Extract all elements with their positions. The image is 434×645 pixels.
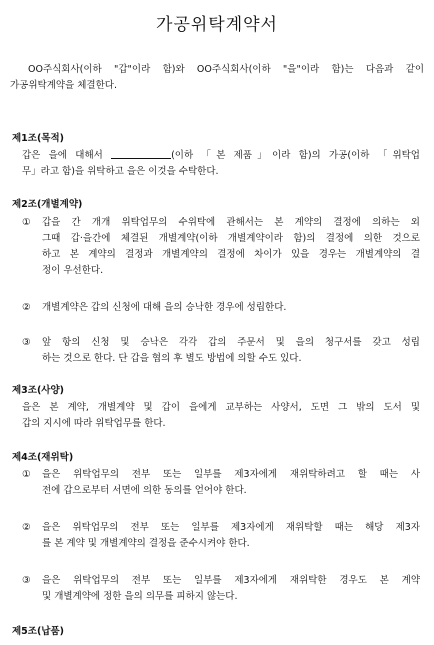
article-1-line-1-pre: 갑은 을에 대해서 [22, 150, 103, 161]
item-text [42, 573, 420, 605]
article-1-line-2: 무」라고 함)을 위탁하고 을은 이것을 수탁한다. [22, 166, 219, 177]
item-line: 정이 우선한다. [42, 265, 104, 276]
article-4-item-3 [22, 573, 420, 605]
intro-line-1: OO주식회사(이하 "갑"이라 함)와 OO주식회사(이하 "을"이라 함)는 다음과 같이 [28, 64, 424, 75]
article-4-item-2 [22, 520, 420, 552]
item-number: ② [22, 522, 31, 533]
article-2-item-3 [22, 335, 420, 367]
article-1-heading: 제1조(목적) [12, 133, 65, 144]
article-2-heading: 제2조(개별계약) [12, 199, 83, 210]
item-text [42, 215, 420, 279]
item-line: 앞 항의 신청 및 승낙은 각각 갑의 주문서 및 을의 청구서를 갖고 성립 [42, 337, 420, 348]
item-line: 을은 위탁업무의 전부 또는 일부를 제3자에게 재위탁하려고 할 때는 사 [42, 469, 420, 480]
article-4-heading: 제4조(재위탁) [12, 452, 74, 463]
item-number: ③ [22, 575, 31, 586]
item-number: ② [22, 302, 31, 313]
article-3-heading: 제3조(사양) [12, 385, 65, 396]
article-3-line-1: 을은 본 계약, 개별계약 및 갑이 을에게 교부하는 사양서, 도면 그 밖의 도서 및 [22, 402, 420, 413]
document-title: 가공위탁계약서 [156, 15, 278, 35]
blank-line [111, 148, 171, 159]
item-line: 하고 본 계약의 결정과 개별계약의 결정에 차이가 있을 경우는 개별계약의 결 [42, 249, 420, 260]
item-line: 갑을 간 개개 위탁업무의 수위탁에 관해서는 본 계약의 결정에 의하는 외 [42, 217, 420, 228]
intro-paragraph [10, 62, 424, 94]
item-line: 하는 것으로 한다. 단 갑을 협의 후 별도 방법에 의할 수도 있다. [42, 353, 302, 364]
item-text [42, 467, 420, 499]
article-3-body [22, 400, 420, 432]
item-text [42, 300, 420, 316]
article-5-heading: 제5조(납품) [12, 626, 65, 637]
article-2-item-2 [22, 300, 420, 316]
item-line: 전에 갑으로부터 서면에 의한 동의를 얻어야 한다. [42, 485, 247, 496]
article-1-line-1-post: (이하 「본 제품」이라 함)의 가공(이하 「위탁업 [171, 150, 420, 161]
item-line: 그때 갑·을간에 체결된 개별계약(이하 개별계약이라 함)의 결정에 의한 것으로 [42, 233, 420, 244]
item-number: ③ [22, 337, 31, 348]
article-1-line-1 [22, 148, 420, 164]
item-text [42, 520, 420, 552]
item-line: 를 본 계약 및 개별계약의 결정을 준수시켜야 한다. [42, 538, 250, 549]
item-line: 을은 위탁업무의 전부 또는 일부를 제3자에게 재위탁할 때는 해당 제3자 [42, 522, 420, 533]
item-number: ① [22, 469, 31, 480]
article-2-item-1 [22, 215, 420, 279]
item-number: ① [22, 217, 31, 228]
item-line: 개별계약은 갑의 신청에 대해 을의 승낙한 경우에 성립한다. [42, 302, 287, 313]
article-4-item-1 [22, 467, 420, 499]
item-line: 및 개별계약에 정한 을의 의무를 피하지 않는다. [42, 591, 238, 602]
article-1-body [22, 148, 420, 180]
intro-line-2: 가공위탁계약을 체결한다. [10, 80, 117, 91]
article-3-line-2: 갑의 지시에 따라 위탁업무를 한다. [22, 418, 166, 429]
item-text [42, 335, 420, 367]
item-line: 을은 위탁업무의 전부 또는 일부를 제3자에게 재위탁한 경우도 본 계약 [42, 575, 420, 586]
